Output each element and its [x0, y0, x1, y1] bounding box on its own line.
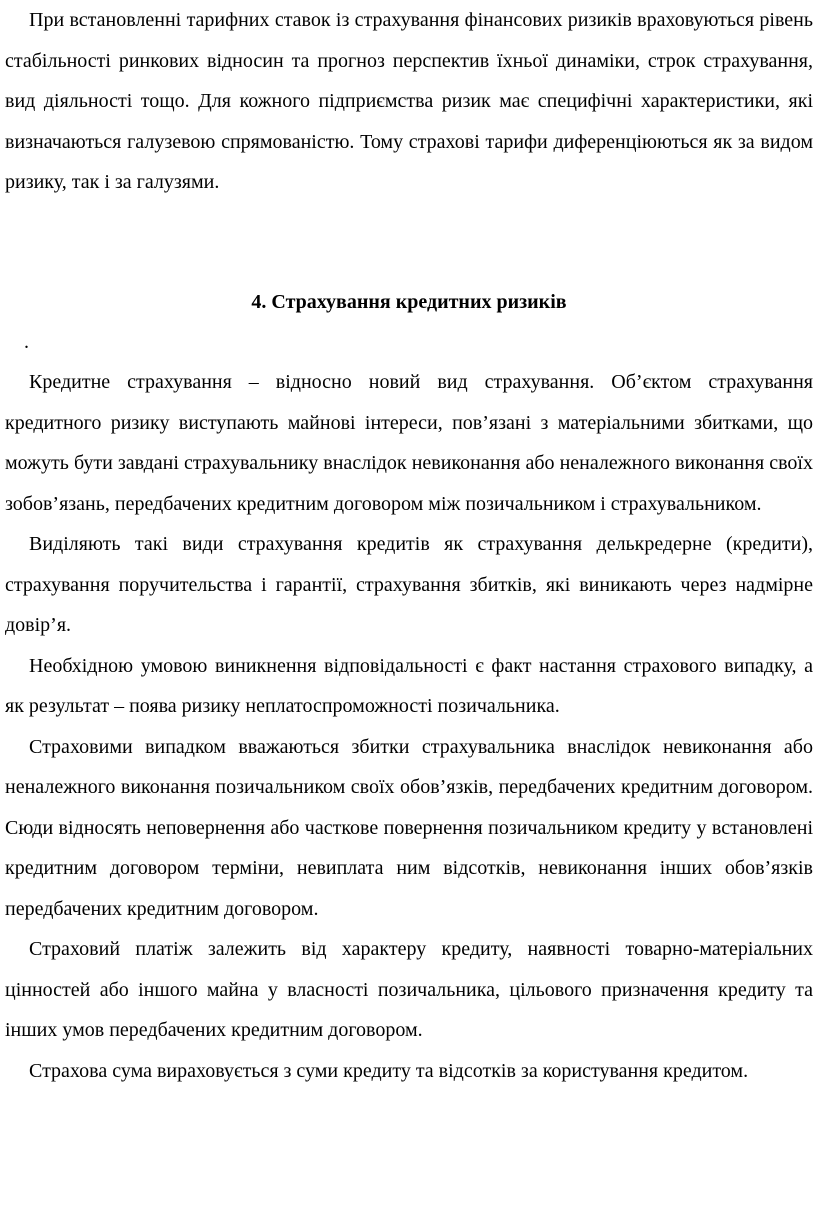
paragraph-types: Виділяють такі види страхування кредитів як страхування делькредерне (кредити), страхування поручительства і гарантії, страхування збитків, які виникають через надмірне довір’я.	[5, 533, 813, 636]
separator-dot: .	[24, 331, 29, 353]
paragraph-condition: Необхідною умовою виникнення відповідальності є факт настання страхового випадку, а як результат – поява ризику неплатоспроможності позичальника.	[5, 654, 813, 717]
paragraph-insured-event: Страховими випадком вважаються збитки страхувальника внаслідок невиконання або неналежного виконання позичальником своїх обов’язків, передбачених кредитним договором. Сюди відносять неповернення або часткове повернення позичальником кредиту у встановлені кредитним договором терміни, невиплата ним відсотків, невиконання інших обов’язків передбачених кредитним договором.	[5, 735, 813, 920]
paragraph-sum-insured: Страхова сума вираховується з суми кредиту та відсотків за користування кредитом.	[29, 1059, 749, 1082]
section-body	[5, 362, 813, 1091]
intro-paragraph: При встановленні тарифних ставок із страхування фінансових ризиків враховуються рівень стабільності ринкових відносин та прогноз перспектив їхньої динаміки, строк страхування, вид діяльності тощо. Для кожного підприємства ризик має специфічні характеристики, які визначаються галузевою спрямованістю. Тому страхові тарифи диференціюються як за видом ризику, так і за галузями.	[5, 9, 813, 193]
paragraph-premium: Страховий платіж залежить від характеру кредиту, наявності товарно-матеріальних цінностей або іншого майна у власності позичальника, цільового призначення кредиту та інших умов передбачених кредитним договором.	[5, 938, 813, 1041]
paragraph-credit-insurance: Кредитне страхування – відносно новий вид страхування. Об’єктом страхування кредитного ризику виступають майнові інтереси, пов’язані з матеріальними збитками, що можуть бути завдані страхувальнику внаслідок невиконання або неналежного виконання своїх зобов’язань, передбачених кредитним договором між позичальником і страхувальником.	[5, 371, 813, 515]
section-heading: 4. Страхування кредитних ризиків	[251, 291, 567, 313]
